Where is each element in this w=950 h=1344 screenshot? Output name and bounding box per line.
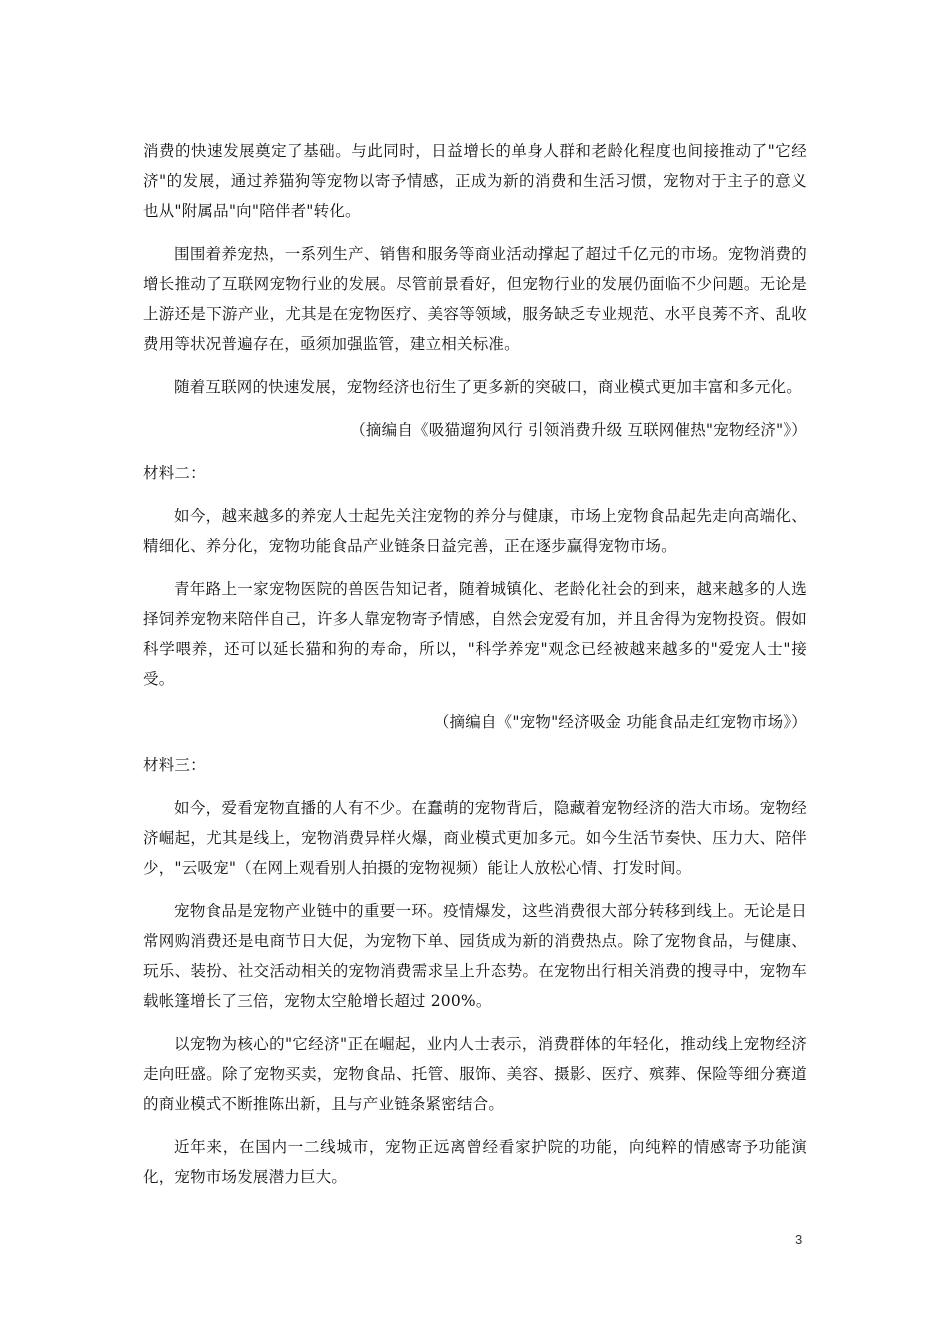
paragraph: 围围着养宠热，一系列生产、销售和服务等商业活动撑起了超过千亿元的市场。宠物消费的增长推动了互联网宠物行业的发展。尽管前景看好，但宠物行业的发展仍面临不少问题。无论是上游还是下游产业，尤其是在宠物医疗、美容等领域，服务缺乏专业规范、水平良莠不齐、乱收费用等状况普遍存在，亟须加强监管，建立相关标准。 xyxy=(143,245,807,353)
paragraph-continued: 消费的快速发展奠定了基础。与此同时，日益增长的单身人群和老龄化程度也间接推动了"它经济"的发展，通过养猫狗等宠物以寄予情感，正成为新的消费和生活习惯，宠物对于主子的意义也从"附属品"向"陪伴者"转化。 xyxy=(143,142,807,220)
document-body xyxy=(143,136,807,1205)
source-citation: （摘编自《吸猫遛狗风行 引领消费升级 互联网催热"宠物经济"》） xyxy=(350,421,807,439)
paragraph: 近年来，在国内一二线城市，宠物正远离曾经看家护院的功能，向纯粹的情感寄予功能演化，宠物市场发展潜力巨大。 xyxy=(143,1138,807,1186)
paragraph: 青年路上一家宠物医院的兽医告知记者，随着城镇化、老龄化社会的到来，越来越多的人选择饲养宠物来陪伴自己，许多人靠宠物寄予情感，自然会宠爱有加，并且舍得为宠物投资。假如科学喂养，还可以延长猫和狗的寿命，所以，"科学养宠"观念已经被越来越多的"爱宠人士"接受。 xyxy=(143,580,807,688)
material-label: 材料二： xyxy=(143,464,206,482)
paragraph: 宠物食品是宠物产业链中的重要一环。疫情爆发，这些消费很大部分转移到线上。无论是日常网购消费还是电商节日大促，为宠物下单、园货成为新的消费热点。除了宠物食品，与健康、玩乐、装扮、社交活动相关的宠物消费需求呈上升态势。在宠物出行相关消费的搜寻中，宠物车载帐篷增长了三倍，宠物太空舱增长超过 200%。 xyxy=(143,902,807,1010)
source-citation: （摘编自《"宠物"经济吸金 功能食品走红宠物市场》） xyxy=(433,713,807,731)
page-number: 3 xyxy=(795,1232,803,1247)
paragraph: 随着互联网的快速发展，宠物经济也衍生了更多新的突破口，商业模式更加丰富和多元化。 xyxy=(174,378,803,396)
paragraph: 以宠物为核心的"它经济"正在崛起，业内人士表示，消费群体的年轻化，推动线上宠物经济走向旺盛。除了宠物买卖，宠物食品、托管、服饰、美容、摄影、医疗、殡葬、保险等细分赛道的商业模式不断推陈出新，且与产业链条紧密结合。 xyxy=(143,1035,807,1113)
paragraph: 如今，爱看宠物直播的人有不少。在蠢萌的宠物背后，隐藏着宠物经济的浩大市场。宠物经济崛起，尤其是线上，宠物消费异样火爆，商业模式更加多元。如今生活节奏快、压力大、陪伴少，"云吸宠"（在网上观看别人拍摄的宠物视频）能让人放松心情、打发时间。 xyxy=(143,799,807,877)
paragraph: 如今，越来越多的养宠人士起先关注宠物的养分与健康，市场上宠物食品起先走向高端化、精细化、养分化，宠物功能食品产业链条日益完善，正在逐步赢得宠物市场。 xyxy=(143,507,807,555)
material-label: 材料三： xyxy=(143,756,206,774)
